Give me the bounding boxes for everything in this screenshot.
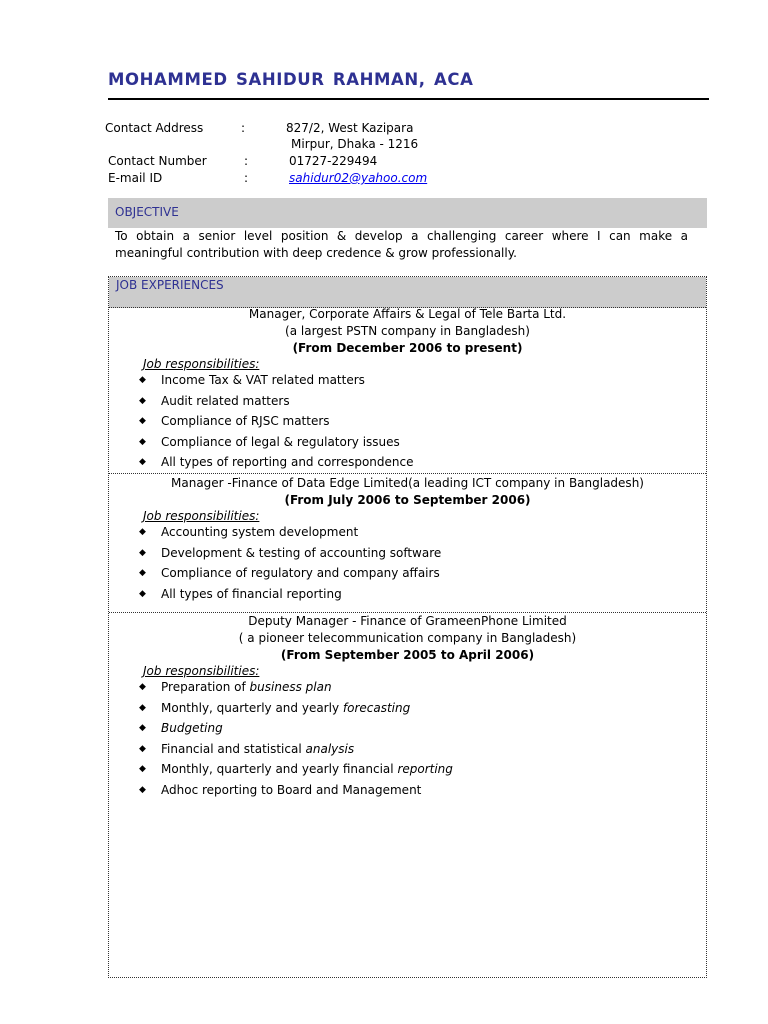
diamond-bullet-icon: ◆ — [139, 436, 146, 447]
job-3-responsibilities-list — [139, 677, 453, 800]
list-item: ◆ Compliance of RJSC matters — [139, 411, 413, 432]
job-experiences-heading-band — [109, 277, 706, 308]
job-2-responsibilities-label: Job responsibilities: — [143, 509, 260, 523]
list-item: ◆ Audit related matters — [139, 391, 413, 412]
job-1-subtitle: (a largest PSTN company in Bangladesh) — [285, 324, 530, 338]
job-1-responsibilities-label: Job responsibilities: — [143, 357, 260, 371]
objective-text: To obtain a senior level position & develop a challenging career where I can make a meaningful contribution with deep credence & grow professionally. — [115, 229, 688, 260]
diamond-bullet-icon: ◆ — [139, 723, 146, 733]
job-2-title-suffix: (a leading ICT company in Bangladesh) — [408, 476, 644, 490]
job-3-subtitle: ( a pioneer telecommunication company in Bangladesh) — [238, 631, 577, 645]
list-item: ◆ Development & testing of accounting software — [139, 543, 441, 564]
job-experiences-section — [108, 276, 707, 978]
email-colon: : — [244, 171, 249, 185]
job-3-title: Deputy Manager - Finance of GrameenPhone Limited — [248, 614, 567, 628]
diamond-bullet-icon: ◆ — [139, 743, 146, 754]
contact-address-line2: Mirpur, Dhaka - 1216 — [291, 137, 419, 151]
job-3-responsibilities-label: Job responsibilities: — [143, 664, 260, 678]
contact-number-colon: : — [244, 154, 249, 168]
job-1-responsibilities-list — [139, 370, 413, 473]
contact-address-line1: 827/2, West Kazipara — [286, 121, 414, 135]
list-item: ◆ Preparation of business plan — [139, 677, 453, 698]
diamond-bullet-icon: ◆ — [139, 375, 146, 385]
email-label: E-mail ID — [108, 171, 163, 185]
contact-number-label: Contact Number — [108, 154, 207, 168]
job-2-responsibilities-list — [139, 522, 441, 604]
job-3-period: (From September 2005 to April 2006) — [280, 648, 535, 662]
job-1-period: (From December 2006 to present) — [292, 341, 523, 355]
candidate-name: MOHAMMED SAHIDUR RAHMAN, ACA — [108, 70, 474, 89]
list-item: ◆ All types of financial reporting — [139, 584, 441, 605]
job-experiences-heading: JOB EXPERIENCES — [116, 278, 224, 292]
header-rule — [108, 98, 709, 100]
diamond-bullet-icon: ◆ — [139, 457, 146, 467]
job-separator — [109, 473, 706, 474]
list-item: ◆ Adhoc reporting to Board and Management — [139, 780, 453, 801]
job-1-title: Manager, Corporate Affairs & Legal of Tele Barta Ltd. — [248, 307, 567, 321]
diamond-bullet-icon: ◆ — [139, 702, 146, 713]
contact-number-value: 01727-229494 — [289, 154, 378, 168]
list-item: ◆ All types of reporting and correspondence — [139, 452, 413, 473]
list-item: ◆ Compliance of regulatory and company affairs — [139, 563, 441, 584]
diamond-bullet-icon: ◆ — [139, 527, 146, 537]
objective-heading: OBJECTIVE — [115, 205, 179, 219]
list-item: ◆ Budgeting — [139, 718, 453, 739]
contact-address-label: Contact Address — [105, 121, 204, 135]
list-item: ◆ Monthly, quarterly and yearly forecasting — [139, 698, 453, 719]
diamond-bullet-icon: ◆ — [139, 588, 146, 599]
diamond-bullet-icon: ◆ — [139, 784, 146, 795]
diamond-bullet-icon: ◆ — [139, 568, 146, 578]
diamond-bullet-icon: ◆ — [139, 764, 146, 774]
diamond-bullet-icon: ◆ — [139, 547, 146, 558]
diamond-bullet-icon: ◆ — [139, 416, 146, 426]
job-2-title: Manager -Finance of Data Edge Limited(a leading ICT company in Bangladesh) — [171, 476, 644, 490]
list-item: ◆ Compliance of legal & regulatory issues — [139, 432, 413, 453]
list-item: ◆ Accounting system development — [139, 522, 441, 543]
contact-address-colon: : — [241, 121, 246, 135]
list-item: ◆ Income Tax & VAT related matters — [139, 370, 413, 391]
list-item: ◆ Financial and statistical analysis — [139, 739, 453, 760]
diamond-bullet-icon: ◆ — [139, 682, 146, 692]
list-item: ◆ Monthly, quarterly and yearly financial reporting — [139, 759, 453, 780]
job-2-period: (From July 2006 to September 2006) — [284, 493, 531, 507]
objective-heading-band — [108, 198, 707, 228]
diamond-bullet-icon: ◆ — [139, 395, 146, 406]
email-link[interactable]: sahidur02@yahoo.com — [289, 171, 428, 185]
